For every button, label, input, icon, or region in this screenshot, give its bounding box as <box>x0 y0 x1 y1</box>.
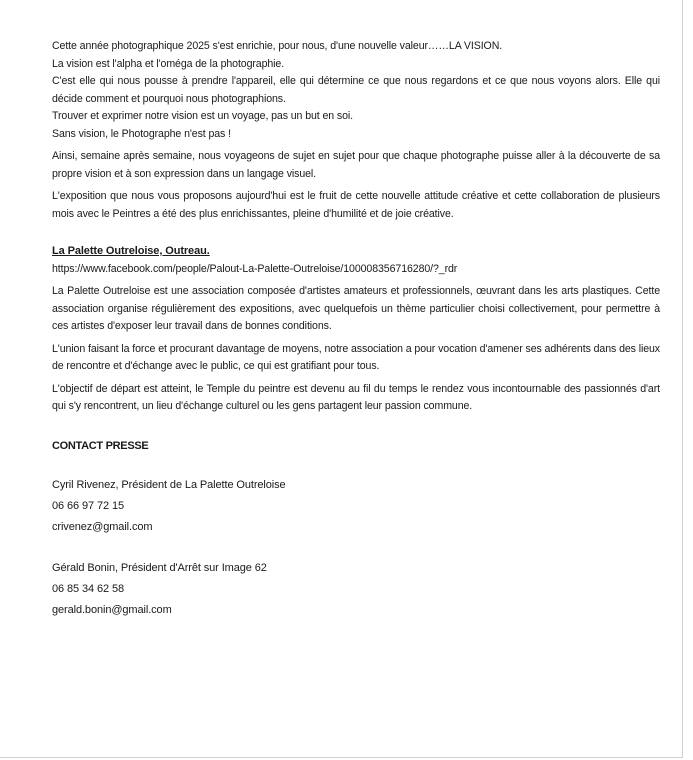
intro-line-5: Sans vision, le Photographe n'est pas ! <box>52 127 231 140</box>
intro-line-2: La vision est l'alpha et l'oméga de la photographie. <box>52 57 285 70</box>
intro-paragraph-3: L'exposition que nous vous proposons aujourd'hui est le fruit de cette nouvelle attitude créative et cette collaboration de plusieurs mois avec le Peintres a été des plus enrichissantes, pleine d'humilité et de joie créative. <box>52 190 660 220</box>
palette-title: La Palette Outreloise, Outreau. <box>52 245 210 257</box>
palette-paragraph-2: L'union faisant la force et procurant davantage de moyens, notre association a pour vocation d'amener ses adhérents dans des lieux de rencontre et d'échange avec le public, ce qui est gratifiant pour tous. <box>52 342 660 372</box>
contact-1-phone: 06 66 97 72 15 <box>52 500 125 512</box>
palette-url-link[interactable]: https://www.facebook.com/people/Palout-La-Palette-Outreloise/100008356716280/?_rdr <box>52 262 458 275</box>
contact-2-name: Gérald Bonin, Président d'Arrêt sur Image 62 <box>52 562 267 574</box>
contact-2-phone: 06 85 34 62 58 <box>52 583 125 595</box>
contact-2-email[interactable]: gerald.bonin@gmail.com <box>52 604 172 616</box>
palette-paragraph-1: La Palette Outreloise est une association composée d'artistes amateurs et professionnels, œuvrant dans les arts plastiques. Cette association organise régulièrement des expositions, avec quelquefois un thème particulier choisi collectivement, pour permettre à ces artistes d'exposer leur travail dans de bonnes conditions. <box>52 285 660 332</box>
contact-person-1 <box>52 475 660 538</box>
palette-paragraph-3: L'objectif de départ est atteint, le Temple du peintre est devenu au fil du temps le rendez vous incontournable des passionnés d'art qui s'y rencontrent, un lieu d'échange culturel ou les gens partagent leur passion commune. <box>52 382 660 412</box>
intro-line-4: Trouver et exprimer notre vision est un voyage, pas un but en soi. <box>52 110 353 122</box>
contact-1-email[interactable]: crivenez@gmail.com <box>52 521 153 533</box>
contact-person-2 <box>52 558 660 621</box>
document-content <box>52 38 660 621</box>
contact-title: CONTACT PRESSE <box>52 439 149 452</box>
intro-paragraph-2: Ainsi, semaine après semaine, nous voyageons de sujet en sujet pour que chaque photographe puisse aller à la découverte de sa propre vision et à son expression dans un langage visuel. <box>52 150 660 180</box>
intro-line-3: C'est elle qui nous pousse à prendre l'appareil, elle qui détermine ce que nous regardons et ce que nous voyons alors. Elle qui décide comment et pourquoi nous photographions. <box>52 75 660 105</box>
contact-1-name: Cyril Rivenez, Président de La Palette Outreloise <box>52 479 286 491</box>
intro-line-1: Cette année photographique 2025 s'est enrichie, pour nous, d'une nouvelle valeur……LA VISION. <box>52 40 503 52</box>
